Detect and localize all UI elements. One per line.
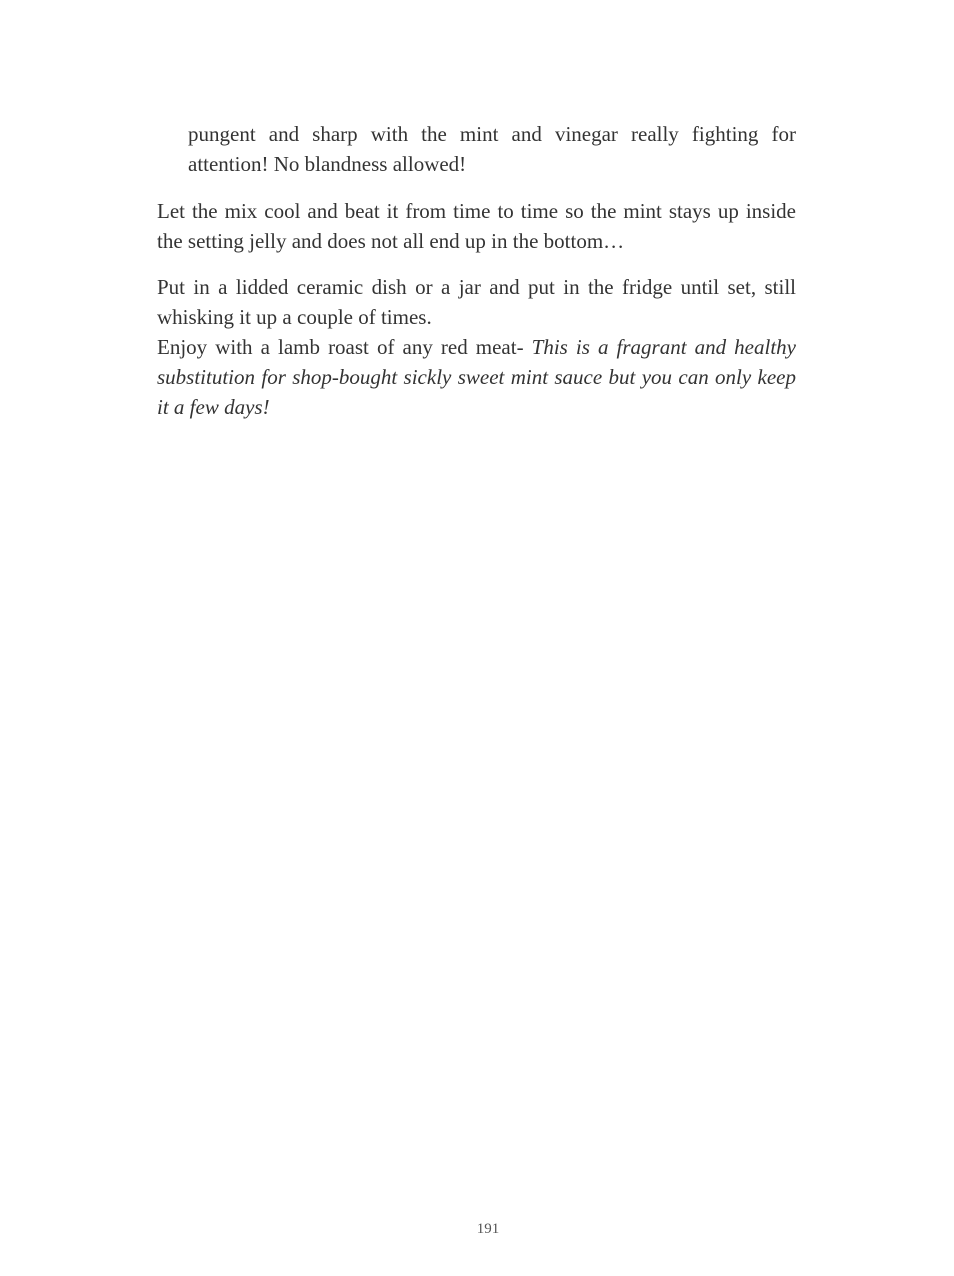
paragraph-enjoy (157, 332, 796, 422)
page-number: 191 (476, 1221, 500, 1237)
continued-paragraph: pungent and sharp with the mint and vinegar really fighting for attention! No blandness allowed! (188, 122, 796, 176)
paragraph-enjoy-plain-text: Enjoy with a lamb roast of any red meat- (157, 335, 532, 359)
paragraph-enjoy-italic-text: This is a fragrant and healthy substitution for shop-bought sickly sweet mint sauce but you can only keep it a few days! (157, 335, 796, 419)
paragraph-cool-mix: Let the mix cool and beat it from time to time so the mint stays up inside the setting jelly and does not all end up in the bottom… (157, 199, 796, 253)
paragraph-put-in-dish: Put in a lidded ceramic dish or a jar and put in the fridge until set, still whisking it up a couple of times. (157, 275, 796, 329)
